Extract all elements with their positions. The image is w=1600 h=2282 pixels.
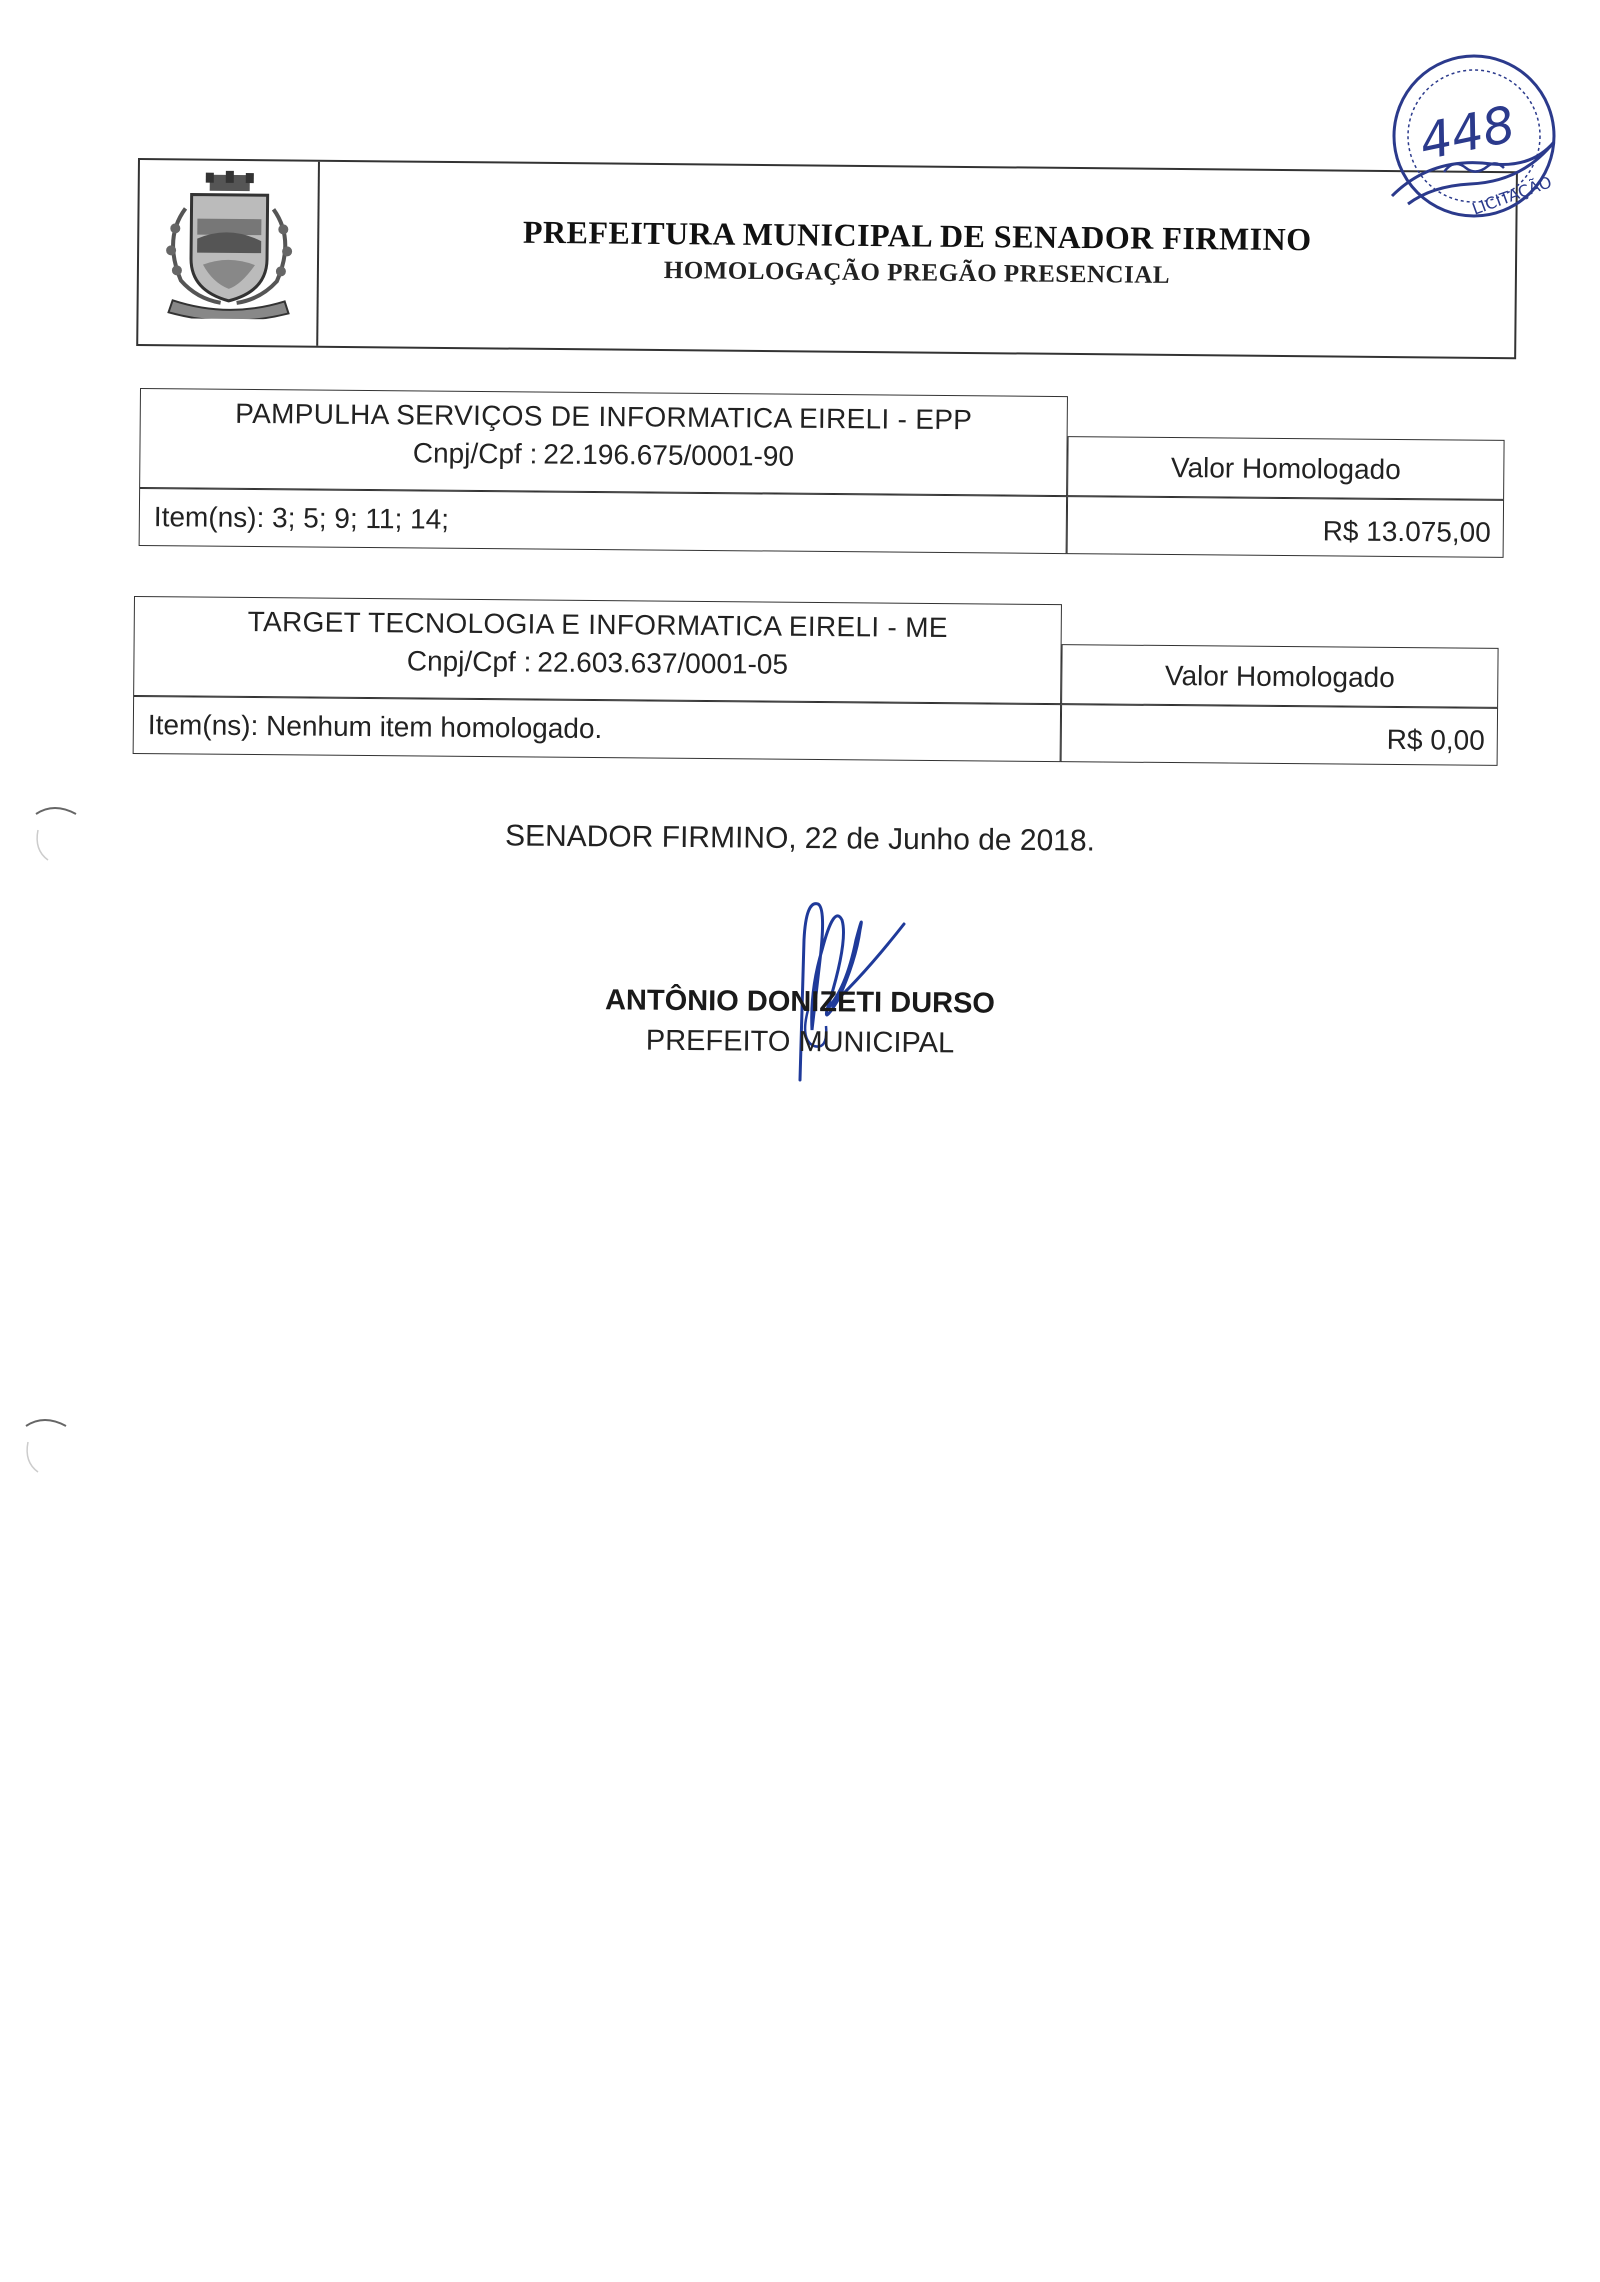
signer-name: ANTÔNIO DONIZETI DURSO xyxy=(604,984,996,1020)
company-table-target xyxy=(133,596,1499,768)
municipality-title: PREFEITURA MUNICIPAL DE SENADOR FIRMINO xyxy=(522,213,1312,258)
stamp-ring-text: LICITAÇÃO xyxy=(1469,172,1555,219)
cnpj-label: Cnpj/Cpf : xyxy=(412,437,538,470)
date: 22 de Junho de 2018. xyxy=(804,822,1096,858)
value-label: Valor Homologado xyxy=(1164,660,1395,694)
punch-hole-mark xyxy=(30,800,90,870)
value-cell xyxy=(1061,704,1498,766)
items-list: Item(ns): 3; 5; 9; 11; 14; xyxy=(153,501,450,535)
company-name: PAMPULHA SERVIÇOS DE INFORMATICA EIRELI - EPP xyxy=(235,397,973,436)
company-name-cell xyxy=(139,388,1068,496)
company-cnpj-line xyxy=(134,643,1060,683)
coat-of-arms-icon xyxy=(150,168,307,319)
company-table-pampulha xyxy=(139,388,1505,560)
coat-of-arms-cell xyxy=(138,160,320,346)
cnpj-value: 22.196.675/0001-90 xyxy=(543,438,795,472)
place-and-date xyxy=(0,815,1600,863)
city: SENADOR FIRMINO, xyxy=(504,819,797,855)
homologated-value: R$ 13.075,00 xyxy=(1322,515,1491,548)
value-label-cell xyxy=(1067,436,1505,500)
punch-hole-mark xyxy=(20,1412,80,1482)
stamp-page-number: 448 xyxy=(1414,94,1521,172)
value-label-cell xyxy=(1061,644,1499,708)
value-cell xyxy=(1067,496,1504,558)
letterhead xyxy=(136,158,1518,359)
signer-role: PREFEITO MUNICIPAL xyxy=(645,1024,955,1060)
items-cell xyxy=(139,488,1067,554)
company-name-cell xyxy=(133,596,1062,704)
company-name: TARGET TECNOLOGIA E INFORMATICA EIRELI - ME xyxy=(247,605,948,644)
homologated-value: R$ 0,00 xyxy=(1386,723,1485,756)
items-list: Item(ns): Nenhum item homologado. xyxy=(147,709,603,745)
document-subtitle: HOMOLOGAÇÃO PREGÃO PRESENCIAL xyxy=(663,257,1171,289)
cnpj-value: 22.603.637/0001-05 xyxy=(537,646,789,680)
cnpj-label: Cnpj/Cpf : xyxy=(406,645,532,678)
company-cnpj-line xyxy=(140,435,1066,475)
protocol-stamp xyxy=(1372,46,1572,226)
value-label: Valor Homologado xyxy=(1170,452,1401,486)
items-cell xyxy=(133,696,1061,762)
